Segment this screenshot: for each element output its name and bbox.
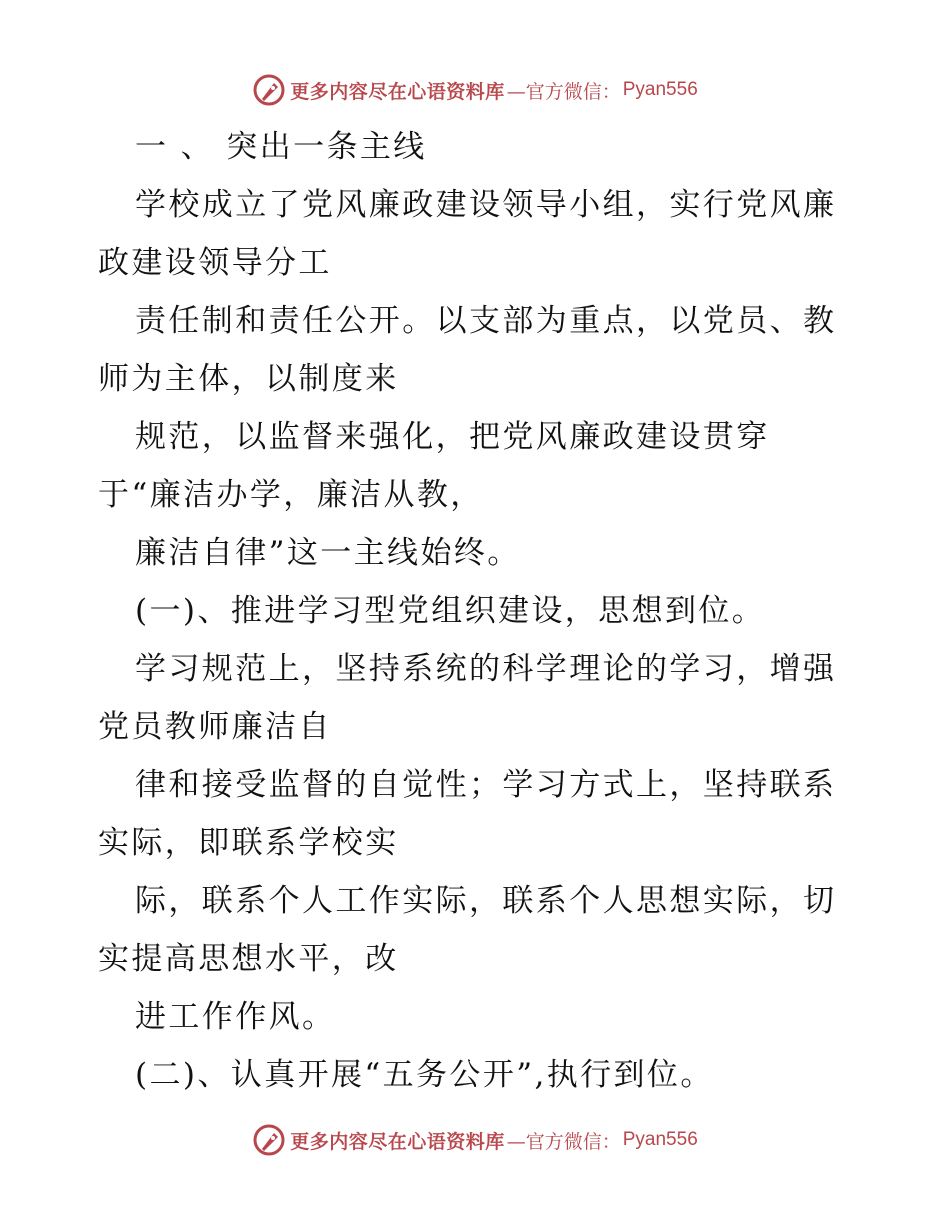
header-watermark bbox=[0, 70, 950, 110]
subsection-heading: (二)、认真开展“五务公开”,执行到位。 bbox=[135, 1057, 714, 1093]
paragraph-line: 实际，即联系学校实 bbox=[98, 825, 399, 861]
paragraph-line: 学校成立了党风廉政建设领导小组，实行党风廉 bbox=[135, 187, 837, 223]
paragraph-line: 规范，以监督来强化，把党风廉政建设贯穿 bbox=[135, 419, 770, 455]
section-heading: 一 、 突出一条主线 bbox=[135, 129, 427, 165]
paragraph-line: 于“廉洁办学，廉洁从教， bbox=[98, 477, 484, 513]
paragraph-line: 师为主体，以制度来 bbox=[98, 361, 399, 397]
header-brand-text: 更多内容尽在心语资料库 bbox=[290, 80, 505, 103]
paragraph-line: 廉洁自律”这一主线始终。 bbox=[135, 535, 521, 571]
footer-brand-text: 更多内容尽在心语资料库 bbox=[290, 1130, 505, 1153]
paragraph-line: 进工作作风。 bbox=[135, 999, 336, 1035]
paragraph-line: 学习规范上，坚持系统的科学理论的学习，增强 bbox=[135, 651, 837, 687]
header-separator: —官方微信： bbox=[506, 80, 621, 103]
paragraph-line: 实提高思想水平，改 bbox=[98, 941, 399, 977]
paragraph-line: 责任制和责任公开。以支部为重点，以党员、教 bbox=[135, 303, 837, 339]
paragraph-line: 党员教师廉洁自 bbox=[98, 709, 332, 745]
footer-watermark bbox=[0, 1120, 950, 1160]
footer-wechat-id: Pyan556 bbox=[622, 1129, 698, 1150]
header-wechat-id: Pyan556 bbox=[622, 79, 698, 100]
pen-nib-logo-icon bbox=[252, 1123, 286, 1157]
subsection-heading: (一)、推进学习型党组织建设，思想到位。 bbox=[135, 593, 766, 629]
pen-nib-logo-icon bbox=[252, 73, 286, 107]
footer-separator: —官方微信： bbox=[506, 1130, 621, 1153]
paragraph-line: 政建设领导分工 bbox=[98, 245, 332, 281]
document-body bbox=[98, 118, 858, 1104]
paragraph-line: 律和接受监督的自觉性；学习方式上，坚持联系 bbox=[135, 767, 837, 803]
paragraph-line: 际，联系个人工作实际，联系个人思想实际，切 bbox=[135, 883, 837, 919]
